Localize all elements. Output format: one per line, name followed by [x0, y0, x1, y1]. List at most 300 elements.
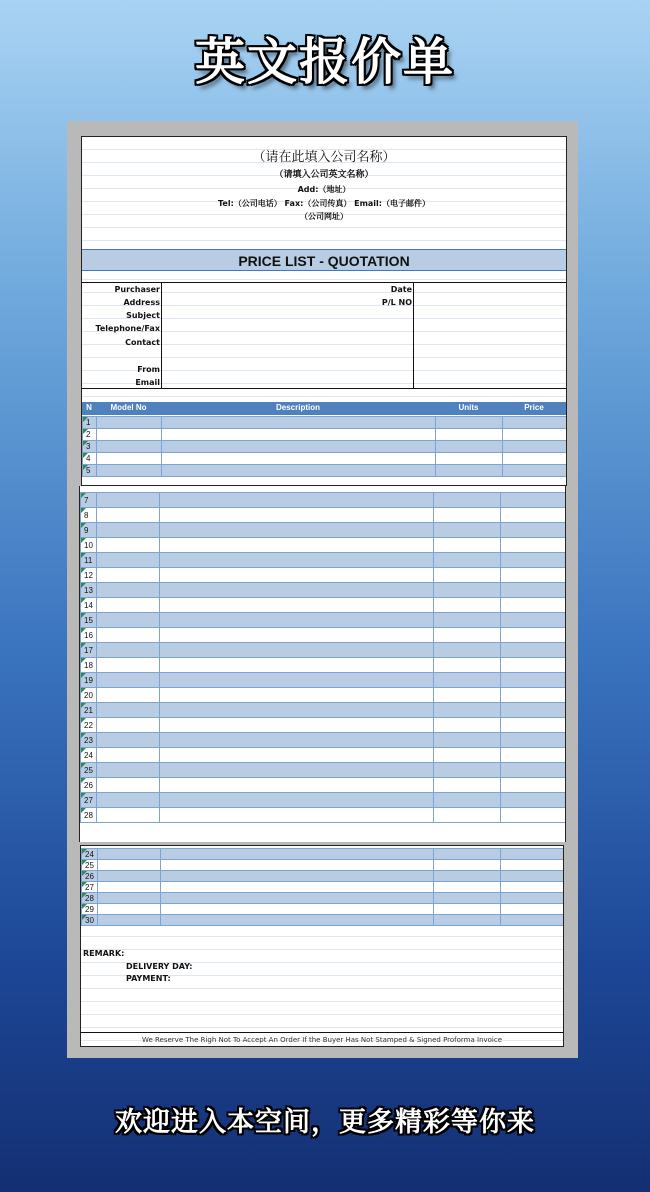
- row-number-cell[interactable]: [82, 915, 98, 926]
- row-number-cell[interactable]: [81, 508, 97, 523]
- description-cell[interactable]: [160, 793, 434, 808]
- units-cell[interactable]: [434, 628, 501, 643]
- price-cell[interactable]: [503, 417, 567, 429]
- table-row: [81, 553, 566, 568]
- table-row: [81, 568, 566, 583]
- description-cell[interactable]: [160, 778, 434, 793]
- model-no-cell[interactable]: [97, 523, 160, 538]
- row-number: 5: [86, 466, 91, 475]
- description-cell[interactable]: [160, 628, 434, 643]
- model-no-cell[interactable]: [97, 688, 160, 703]
- model-no-cell[interactable]: [98, 915, 161, 926]
- description-cell[interactable]: [160, 553, 434, 568]
- units-cell[interactable]: [434, 871, 501, 882]
- row-number: 24: [85, 849, 94, 859]
- quotation-title: PRICE LIST - QUOTATION: [238, 253, 410, 269]
- comment-marker-icon: [82, 904, 87, 909]
- row-number: 3: [86, 442, 91, 451]
- label-address: Address: [123, 298, 160, 307]
- model-no-cell[interactable]: [97, 453, 162, 465]
- units-cell[interactable]: [434, 538, 501, 553]
- comment-marker-icon: [81, 538, 86, 543]
- table-row: [81, 748, 566, 763]
- table-row: [81, 583, 566, 598]
- model-no-cell[interactable]: [97, 429, 162, 441]
- row-number-cell[interactable]: [83, 453, 97, 465]
- description-cell[interactable]: [160, 613, 434, 628]
- description-cell[interactable]: [161, 871, 434, 882]
- comment-marker-icon: [81, 673, 86, 678]
- price-cell[interactable]: [501, 763, 566, 778]
- row-number-cell[interactable]: [81, 673, 97, 688]
- model-no-cell[interactable]: [98, 871, 161, 882]
- description-cell[interactable]: [161, 904, 434, 915]
- comment-marker-icon: [82, 849, 87, 854]
- comment-marker-icon: [82, 882, 87, 887]
- description-cell[interactable]: [160, 718, 434, 733]
- table-row: [82, 893, 564, 904]
- model-no-cell[interactable]: [97, 748, 160, 763]
- description-cell[interactable]: [160, 673, 434, 688]
- description-cell[interactable]: [160, 688, 434, 703]
- company-name-cn: （请在此填入公司名称）: [252, 150, 396, 165]
- model-no-cell[interactable]: [98, 882, 161, 893]
- description-cell[interactable]: [162, 465, 436, 477]
- row-number-cell[interactable]: [81, 808, 97, 823]
- units-cell[interactable]: [434, 808, 501, 823]
- units-cell[interactable]: [434, 508, 501, 523]
- description-cell[interactable]: [161, 915, 434, 926]
- row-number-cell[interactable]: [81, 628, 97, 643]
- price-cell[interactable]: [501, 808, 566, 823]
- units-cell[interactable]: [436, 465, 503, 477]
- table-row: [81, 733, 566, 748]
- model-no-cell[interactable]: [97, 493, 160, 508]
- description-cell[interactable]: [162, 429, 436, 441]
- row-number-cell[interactable]: [81, 793, 97, 808]
- description-cell[interactable]: [161, 860, 434, 871]
- comment-marker-icon: [82, 915, 87, 920]
- label-contact: Contact: [125, 338, 160, 347]
- comment-marker-icon: [83, 465, 88, 470]
- price-cell[interactable]: [501, 871, 564, 882]
- row-number-cell[interactable]: [82, 871, 98, 882]
- header-price: Price: [524, 403, 544, 412]
- row-number: 12: [84, 570, 93, 580]
- comment-marker-icon: [83, 429, 88, 434]
- units-cell[interactable]: [434, 643, 501, 658]
- units-cell[interactable]: [434, 658, 501, 673]
- row-number-cell[interactable]: [81, 643, 97, 658]
- model-no-cell[interactable]: [98, 904, 161, 915]
- description-cell[interactable]: [162, 441, 436, 453]
- disclaimer-rule: [81, 1032, 563, 1033]
- price-cell[interactable]: [501, 598, 566, 613]
- row-number: 22: [84, 720, 93, 730]
- header-units: Units: [458, 403, 479, 412]
- description-cell[interactable]: [160, 523, 434, 538]
- table-row: [83, 465, 567, 477]
- row-number: 27: [84, 795, 93, 805]
- price-cell[interactable]: [501, 553, 566, 568]
- table-row: [81, 538, 566, 553]
- units-cell[interactable]: [434, 688, 501, 703]
- row-number: 30: [85, 915, 94, 925]
- description-cell[interactable]: [160, 733, 434, 748]
- units-cell[interactable]: [434, 882, 501, 893]
- row-number: 26: [85, 871, 94, 881]
- table-row: [81, 613, 566, 628]
- row-number: 25: [84, 765, 93, 775]
- remark-label: REMARK:: [83, 949, 125, 958]
- price-cell[interactable]: [501, 904, 564, 915]
- banner-footer: 欢迎进入本空间，更多精彩等你来: [115, 1107, 535, 1138]
- units-cell[interactable]: [434, 598, 501, 613]
- items-table-part-3: [81, 848, 564, 926]
- delivery-day-label: DELIVERY DAY:: [126, 962, 193, 971]
- row-number-cell[interactable]: [81, 733, 97, 748]
- model-no-cell[interactable]: [97, 613, 160, 628]
- company-name-en: （请填入公司英文名称）: [274, 170, 374, 180]
- description-cell[interactable]: [160, 538, 434, 553]
- row-number: 10: [84, 540, 93, 550]
- units-cell[interactable]: [434, 568, 501, 583]
- price-cell[interactable]: [501, 793, 566, 808]
- model-no-cell[interactable]: [97, 703, 160, 718]
- comment-marker-icon: [83, 417, 88, 422]
- units-cell[interactable]: [434, 583, 501, 598]
- table-row: [81, 658, 566, 673]
- description-cell[interactable]: [160, 763, 434, 778]
- table-row: [83, 417, 567, 429]
- table-row: [82, 904, 564, 915]
- model-no-cell[interactable]: [98, 860, 161, 871]
- table-row: [81, 508, 566, 523]
- price-cell[interactable]: [501, 628, 566, 643]
- comment-marker-icon: [81, 628, 86, 633]
- model-no-cell[interactable]: [97, 538, 160, 553]
- price-cell[interactable]: [501, 583, 566, 598]
- price-cell[interactable]: [501, 688, 566, 703]
- description-cell[interactable]: [160, 703, 434, 718]
- table-row: [81, 703, 566, 718]
- description-cell[interactable]: [161, 893, 434, 904]
- row-number: 17: [84, 645, 93, 655]
- units-cell[interactable]: [436, 453, 503, 465]
- price-cell[interactable]: [501, 613, 566, 628]
- units-cell[interactable]: [434, 893, 501, 904]
- units-cell[interactable]: [434, 793, 501, 808]
- row-number-cell[interactable]: [81, 538, 97, 553]
- table-row: [81, 763, 566, 778]
- units-cell[interactable]: [434, 763, 501, 778]
- units-cell[interactable]: [434, 718, 501, 733]
- price-cell[interactable]: [501, 733, 566, 748]
- price-cell[interactable]: [501, 718, 566, 733]
- row-number-cell[interactable]: [83, 429, 97, 441]
- comment-marker-icon: [81, 493, 86, 498]
- units-cell[interactable]: [434, 613, 501, 628]
- price-cell[interactable]: [501, 673, 566, 688]
- items-table-part-1: [82, 416, 567, 477]
- price-cell[interactable]: [501, 915, 564, 926]
- company-contact-line: Tel:（公司电话） Fax:（公司传真） Email:（电子邮件）: [218, 199, 430, 208]
- payment-label: PAYMENT:: [126, 974, 171, 983]
- row-number: 7: [84, 495, 89, 505]
- row-number: 26: [84, 780, 93, 790]
- model-no-cell[interactable]: [97, 583, 160, 598]
- model-no-cell[interactable]: [97, 718, 160, 733]
- row-number-cell[interactable]: [82, 882, 98, 893]
- price-cell[interactable]: [503, 453, 567, 465]
- price-cell[interactable]: [501, 568, 566, 583]
- info-left-divider: [161, 282, 162, 388]
- comment-marker-icon: [83, 453, 88, 458]
- price-cell[interactable]: [501, 882, 564, 893]
- row-number-cell[interactable]: [81, 778, 97, 793]
- price-cell[interactable]: [501, 538, 566, 553]
- price-cell[interactable]: [501, 893, 564, 904]
- units-cell[interactable]: [434, 733, 501, 748]
- label-subject: Subject: [126, 311, 160, 320]
- row-number: 1: [86, 418, 91, 427]
- model-no-cell[interactable]: [97, 508, 160, 523]
- model-no-cell[interactable]: [97, 658, 160, 673]
- table-row: [81, 643, 566, 658]
- row-number-cell[interactable]: [81, 568, 97, 583]
- description-cell[interactable]: [160, 748, 434, 763]
- model-no-cell[interactable]: [97, 778, 160, 793]
- comment-marker-icon: [81, 568, 86, 573]
- comment-marker-icon: [81, 643, 86, 648]
- description-cell[interactable]: [160, 508, 434, 523]
- price-cell[interactable]: [501, 860, 564, 871]
- description-cell[interactable]: [162, 417, 436, 429]
- model-no-cell[interactable]: [97, 465, 162, 477]
- comment-marker-icon: [81, 718, 86, 723]
- price-cell[interactable]: [501, 523, 566, 538]
- comment-marker-icon: [81, 733, 86, 738]
- model-no-cell[interactable]: [97, 733, 160, 748]
- row-number-cell[interactable]: [83, 465, 97, 477]
- row-number: 14: [84, 600, 93, 610]
- model-no-cell[interactable]: [97, 808, 160, 823]
- label-telephone-fax: Telephone/Fax: [95, 324, 160, 333]
- info-bottom-rule: [82, 388, 566, 389]
- comment-marker-icon: [81, 508, 86, 513]
- model-no-cell[interactable]: [97, 643, 160, 658]
- quotation-sheet-middle: [79, 486, 566, 842]
- header-n: N: [86, 403, 92, 412]
- price-cell[interactable]: [501, 748, 566, 763]
- row-number-cell[interactable]: [81, 598, 97, 613]
- table-row: [83, 453, 567, 465]
- description-cell[interactable]: [160, 583, 434, 598]
- row-number-cell[interactable]: [81, 763, 97, 778]
- label-purchaser: Purchaser: [114, 285, 160, 294]
- disclaimer-text: We Reserve The Righ Not To Accept An Order If the Buyer Has Not Stamped & Signed Proforma Invoice: [141, 1036, 503, 1044]
- units-cell[interactable]: [434, 778, 501, 793]
- row-number-cell[interactable]: [81, 718, 97, 733]
- row-number-cell[interactable]: [81, 553, 97, 568]
- comment-marker-icon: [81, 598, 86, 603]
- price-cell[interactable]: [503, 441, 567, 453]
- table-row: [81, 493, 566, 508]
- row-number-cell[interactable]: [83, 441, 97, 453]
- label-date: Date: [390, 285, 412, 294]
- description-cell[interactable]: [160, 658, 434, 673]
- model-no-cell[interactable]: [97, 417, 162, 429]
- row-number: 11: [84, 555, 93, 565]
- price-cell[interactable]: [501, 493, 566, 508]
- comment-marker-icon: [82, 860, 87, 865]
- row-number: 29: [85, 904, 94, 914]
- model-no-cell[interactable]: [97, 793, 160, 808]
- quotation-sheet-bottom: [80, 845, 564, 1047]
- row-number: 23: [84, 735, 93, 745]
- table-row: [81, 598, 566, 613]
- table-row: [81, 718, 566, 733]
- units-cell[interactable]: [434, 849, 501, 860]
- row-number: 4: [86, 454, 91, 463]
- table-row: [81, 673, 566, 688]
- price-cell[interactable]: [503, 465, 567, 477]
- price-cell[interactable]: [501, 508, 566, 523]
- model-no-cell[interactable]: [97, 568, 160, 583]
- row-number: 28: [85, 893, 94, 903]
- header-description: Description: [275, 403, 320, 412]
- units-cell[interactable]: [434, 673, 501, 688]
- info-top-rule: [82, 282, 566, 283]
- row-number-cell[interactable]: [82, 849, 98, 860]
- row-number: 18: [84, 660, 93, 670]
- table-row: [81, 523, 566, 538]
- price-cell[interactable]: [501, 778, 566, 793]
- description-cell[interactable]: [160, 493, 434, 508]
- comment-marker-icon: [83, 441, 88, 446]
- units-cell[interactable]: [436, 429, 503, 441]
- units-cell[interactable]: [434, 860, 501, 871]
- row-number: 16: [84, 630, 93, 640]
- row-number: 21: [84, 705, 93, 715]
- table-row: [82, 849, 564, 860]
- description-cell[interactable]: [160, 598, 434, 613]
- units-cell[interactable]: [434, 523, 501, 538]
- model-no-cell[interactable]: [97, 763, 160, 778]
- units-cell[interactable]: [434, 915, 501, 926]
- row-number: 2: [86, 430, 91, 439]
- table-row: [81, 808, 566, 823]
- comment-marker-icon: [81, 688, 86, 693]
- model-no-cell[interactable]: [97, 441, 162, 453]
- comment-marker-icon: [82, 893, 87, 898]
- comment-marker-icon: [81, 778, 86, 783]
- description-cell[interactable]: [160, 568, 434, 583]
- items-table-part-2: [80, 492, 566, 823]
- comment-marker-icon: [81, 763, 86, 768]
- row-number: 13: [84, 585, 93, 595]
- banner-title: 英文报价单: [195, 33, 455, 91]
- model-no-cell[interactable]: [97, 673, 160, 688]
- units-cell[interactable]: [434, 904, 501, 915]
- price-cell[interactable]: [501, 658, 566, 673]
- table-row: [81, 793, 566, 808]
- row-number: 24: [84, 750, 93, 760]
- row-number: 20: [84, 690, 93, 700]
- description-cell[interactable]: [160, 808, 434, 823]
- units-cell[interactable]: [434, 553, 501, 568]
- price-cell[interactable]: [503, 429, 567, 441]
- row-number-cell[interactable]: [81, 613, 97, 628]
- price-cell[interactable]: [501, 643, 566, 658]
- info-right-divider: [413, 282, 414, 388]
- row-number: 28: [84, 810, 93, 820]
- comment-marker-icon: [81, 748, 86, 753]
- comment-marker-icon: [81, 703, 86, 708]
- units-cell[interactable]: [434, 703, 501, 718]
- row-number-cell[interactable]: [81, 703, 97, 718]
- table-row: [81, 688, 566, 703]
- table-row: [83, 441, 567, 453]
- units-cell[interactable]: [436, 417, 503, 429]
- table-row: [81, 778, 566, 793]
- header-model-no: Model No: [110, 403, 147, 412]
- company-address: Add:（地址）: [297, 185, 351, 194]
- table-row: [82, 882, 564, 893]
- comment-marker-icon: [81, 808, 86, 813]
- row-number-cell[interactable]: [82, 904, 98, 915]
- units-cell[interactable]: [434, 493, 501, 508]
- model-no-cell[interactable]: [98, 849, 161, 860]
- model-no-cell[interactable]: [97, 553, 160, 568]
- units-cell[interactable]: [436, 441, 503, 453]
- row-number-cell[interactable]: [81, 748, 97, 763]
- price-cell[interactable]: [501, 703, 566, 718]
- row-number-cell[interactable]: [82, 893, 98, 904]
- description-cell[interactable]: [161, 849, 434, 860]
- table-row: [82, 860, 564, 871]
- table-row: [83, 429, 567, 441]
- label-from: From: [137, 365, 160, 374]
- label-email: Email: [135, 378, 160, 387]
- row-number-cell[interactable]: [81, 688, 97, 703]
- model-no-cell[interactable]: [97, 628, 160, 643]
- price-cell[interactable]: [501, 849, 564, 860]
- comment-marker-icon: [81, 613, 86, 618]
- comment-marker-icon: [81, 583, 86, 588]
- row-number: 25: [85, 860, 94, 870]
- table-row: [82, 915, 564, 926]
- row-number-cell[interactable]: [82, 860, 98, 871]
- row-number-cell[interactable]: [81, 523, 97, 538]
- row-number-cell[interactable]: [81, 493, 97, 508]
- company-website: （公司网址）: [300, 212, 348, 221]
- description-cell[interactable]: [162, 453, 436, 465]
- quotation-sheet-top: [81, 136, 567, 486]
- comment-marker-icon: [81, 553, 86, 558]
- row-number-cell[interactable]: [81, 583, 97, 598]
- row-number-cell[interactable]: [81, 658, 97, 673]
- description-cell[interactable]: [160, 643, 434, 658]
- model-no-cell[interactable]: [97, 598, 160, 613]
- row-number-cell[interactable]: [83, 417, 97, 429]
- row-number: 19: [84, 675, 93, 685]
- table-row: [82, 871, 564, 882]
- units-cell[interactable]: [434, 748, 501, 763]
- description-cell[interactable]: [161, 882, 434, 893]
- comment-marker-icon: [81, 658, 86, 663]
- model-no-cell[interactable]: [98, 893, 161, 904]
